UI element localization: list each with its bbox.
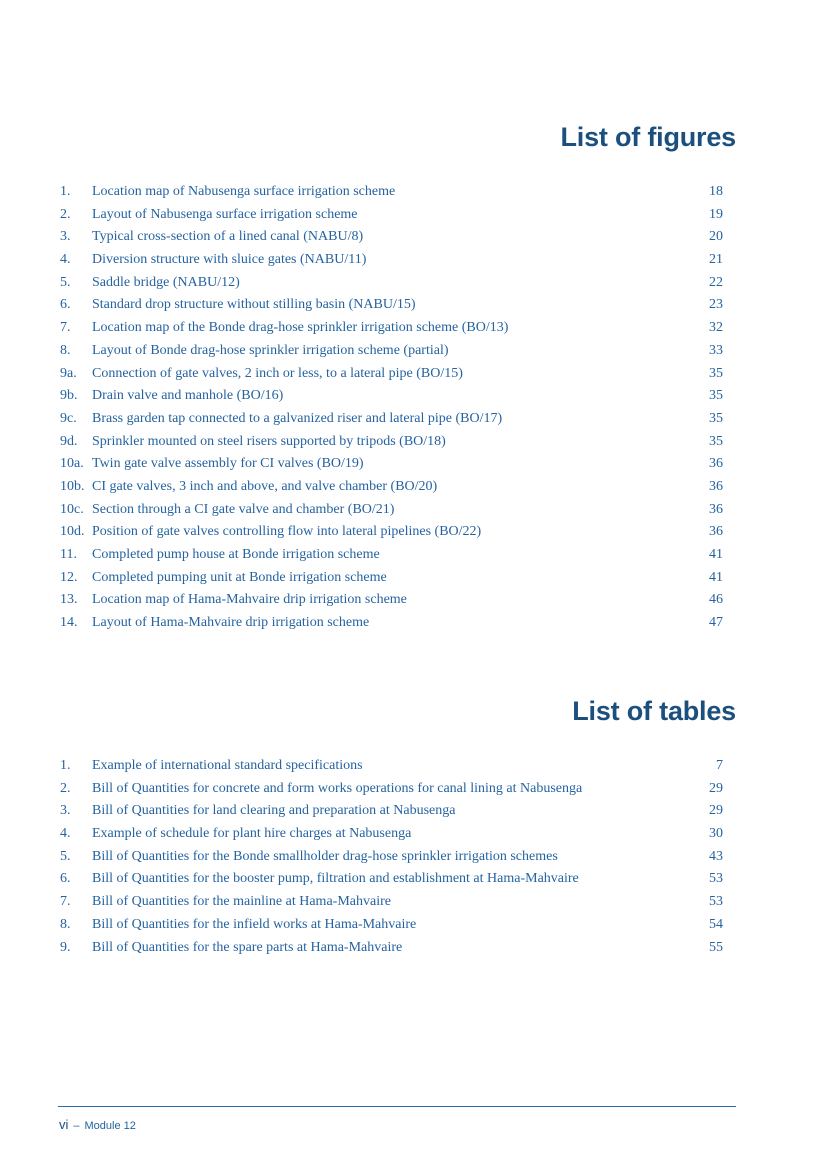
entry-number: 9d.: [60, 433, 78, 449]
table-list-item[interactable]: [60, 778, 723, 801]
table-list-item[interactable]: [60, 846, 723, 869]
entry-number: 3.: [60, 229, 71, 245]
entry-title: Sprinkler mounted on steel risers supported by tripods (BO/18): [92, 433, 446, 449]
entry-title: Completed pumping unit at Bonde irrigation scheme: [92, 569, 387, 585]
table-list-item[interactable]: [60, 823, 723, 846]
entry-page-number: 18: [709, 184, 723, 199]
entry-number: 10b.: [60, 478, 85, 494]
entry-title: Bill of Quantities for the booster pump, filtration and establishment at Hama-Mahvaire: [92, 871, 579, 887]
footer-dash: –: [73, 1120, 80, 1132]
entry-number: 14.: [60, 615, 78, 631]
entry-title: Bill of Quantities for the spare parts at Hama-Mahvaire: [92, 939, 403, 955]
entry-number: 1.: [60, 184, 71, 199]
entry-title: Standard drop structure without stilling basin (NABU/15): [92, 297, 416, 313]
entry-page-number: 46: [709, 592, 723, 608]
entry-number: 10d.: [60, 524, 85, 540]
figure-list-item[interactable]: [60, 567, 723, 590]
entry-title: Location map of the Bonde drag-hose sprinkler irrigation scheme (BO/13): [92, 320, 509, 336]
entry-number: 9.: [60, 939, 71, 955]
figure-list-item[interactable]: [60, 521, 723, 544]
figure-list-item[interactable]: [60, 272, 723, 295]
table-list-item[interactable]: [60, 755, 723, 778]
entry-number: 13.: [60, 592, 78, 608]
entry-page-number: 36: [709, 524, 723, 540]
entry-number: 10c.: [60, 501, 84, 517]
entry-page-number: 23: [709, 297, 723, 313]
entry-page-number: 53: [709, 894, 723, 910]
entry-page-number: 41: [709, 569, 723, 585]
entry-page-number: 7: [716, 758, 723, 773]
entry-number: 7.: [60, 320, 71, 336]
figure-list-item[interactable]: [60, 431, 723, 454]
entry-number: 11.: [60, 547, 77, 562]
entry-title: Drain valve and manhole (BO/16): [92, 388, 284, 404]
figure-list-item[interactable]: [60, 294, 723, 317]
entry-number: 10a.: [60, 456, 84, 472]
entry-number: 5.: [60, 274, 71, 290]
entry-number: 8.: [60, 342, 71, 358]
entry-title: Example of international standard specifications: [92, 758, 363, 773]
entry-page-number: 35: [709, 365, 723, 381]
entry-number: 12.: [60, 569, 78, 585]
entry-page-number: 36: [709, 456, 723, 472]
tables-heading: List of tables: [572, 696, 736, 726]
entry-title: CI gate valves, 3 inch and above, and valve chamber (BO/20): [92, 478, 438, 494]
entry-title: Position of gate valves controlling flow into lateral pipelines (BO/22): [92, 524, 482, 540]
entry-page-number: 47: [709, 615, 723, 631]
entry-title: Example of schedule for plant hire charges at Nabusenga: [92, 826, 412, 842]
table-list-item[interactable]: [60, 800, 723, 823]
table-list-item[interactable]: [60, 891, 723, 914]
figure-list-item[interactable]: [60, 612, 723, 635]
entry-number: 2.: [60, 780, 71, 796]
entry-title: Bill of Quantities for concrete and form works operations for canal lining at Nabusenga: [92, 780, 583, 796]
footer-rule: [58, 1106, 736, 1107]
table-list-item[interactable]: [60, 937, 723, 960]
table-list-item[interactable]: [60, 868, 723, 891]
figures-heading: List of figures: [560, 122, 736, 152]
entry-page-number: 53: [709, 871, 723, 887]
figure-list-item[interactable]: [60, 226, 723, 249]
figure-list-item[interactable]: [60, 499, 723, 522]
figure-list-item[interactable]: [60, 589, 723, 612]
entry-number: 6.: [60, 871, 71, 887]
table-list-item[interactable]: [60, 914, 723, 937]
entry-title: Bill of Quantities for the Bonde smallholder drag-hose sprinkler irrigation schemes: [92, 848, 558, 864]
figure-list-item[interactable]: [60, 544, 723, 567]
entry-number: 8.: [60, 916, 71, 932]
entry-title: Section through a CI gate valve and chamber (BO/21): [92, 501, 395, 517]
entry-page-number: 20: [709, 229, 723, 245]
figure-list-item[interactable]: [60, 340, 723, 363]
footer-page-number: vi: [59, 1117, 69, 1132]
figure-list-item[interactable]: [60, 204, 723, 227]
entry-title: Layout of Bonde drag-hose sprinkler irrigation scheme (partial): [92, 342, 449, 358]
entry-title: Connection of gate valves, 2 inch or less, to a lateral pipe (BO/15): [92, 365, 463, 381]
entry-number: 1.: [60, 758, 71, 773]
entry-title: Layout of Nabusenga surface irrigation scheme: [92, 206, 358, 222]
entry-number: 9c.: [60, 410, 77, 426]
entry-page-number: 43: [709, 848, 723, 864]
entry-page-number: 36: [709, 478, 723, 494]
entry-title: Location map of Hama-Mahvaire drip irrigation scheme: [92, 592, 407, 608]
entry-number: 7.: [60, 894, 71, 910]
figure-list-item[interactable]: [60, 181, 723, 204]
entry-page-number: 29: [709, 803, 723, 819]
entry-number: 4.: [60, 252, 71, 268]
entry-number: 2.: [60, 206, 71, 222]
entry-title: Twin gate valve assembly for CI valves (BO/19): [92, 456, 364, 472]
entry-page-number: 35: [709, 388, 723, 404]
entry-page-number: 54: [709, 916, 723, 932]
entry-number: 9b.: [60, 388, 78, 404]
tables-list: [60, 755, 723, 959]
figure-list-item[interactable]: [60, 363, 723, 386]
entry-number: 3.: [60, 803, 71, 819]
entry-page-number: 35: [709, 433, 723, 449]
entry-page-number: 36: [709, 501, 723, 517]
entry-title: Diversion structure with sluice gates (NABU/11): [92, 252, 367, 268]
entry-title: Bill of Quantities for the infield works at Hama-Mahvaire: [92, 916, 417, 932]
entry-title: Typical cross-section of a lined canal (NABU/8): [92, 229, 364, 245]
entry-number: 6.: [60, 297, 71, 313]
entry-page-number: 30: [709, 826, 723, 842]
entry-page-number: 35: [709, 410, 723, 426]
entry-number: 9a.: [60, 365, 77, 381]
entry-title: Bill of Quantities for land clearing and preparation at Nabusenga: [92, 803, 456, 819]
entry-page-number: 22: [709, 274, 723, 290]
footer-module-label: Module 12: [84, 1120, 136, 1132]
entry-title: Layout of Hama-Mahvaire drip irrigation scheme: [92, 615, 370, 631]
figure-list-item[interactable]: [60, 408, 723, 431]
entry-title: Completed pump house at Bonde irrigation scheme: [92, 547, 380, 562]
entry-page-number: 29: [709, 780, 723, 796]
entry-page-number: 55: [709, 939, 723, 955]
figures-list: [60, 181, 723, 635]
entry-title: Location map of Nabusenga surface irrigation scheme: [92, 184, 396, 199]
entry-number: 4.: [60, 826, 71, 842]
figure-list-item[interactable]: [60, 476, 723, 499]
entry-title: Saddle bridge (NABU/12): [92, 274, 240, 290]
entry-page-number: 33: [709, 342, 723, 358]
entry-number: 5.: [60, 848, 71, 864]
figure-list-item[interactable]: [60, 317, 723, 340]
entry-title: Bill of Quantities for the mainline at Hama-Mahvaire: [92, 894, 391, 910]
figure-list-item[interactable]: [60, 385, 723, 408]
entry-page-number: 32: [709, 320, 723, 336]
figure-list-item[interactable]: [60, 249, 723, 272]
entry-page-number: 21: [709, 252, 723, 268]
figure-list-item[interactable]: [60, 453, 723, 476]
page-footer: [59, 1117, 136, 1132]
entry-page-number: 41: [709, 547, 723, 562]
entry-page-number: 19: [709, 206, 723, 222]
entry-title: Brass garden tap connected to a galvanized riser and lateral pipe (BO/17): [92, 410, 503, 426]
